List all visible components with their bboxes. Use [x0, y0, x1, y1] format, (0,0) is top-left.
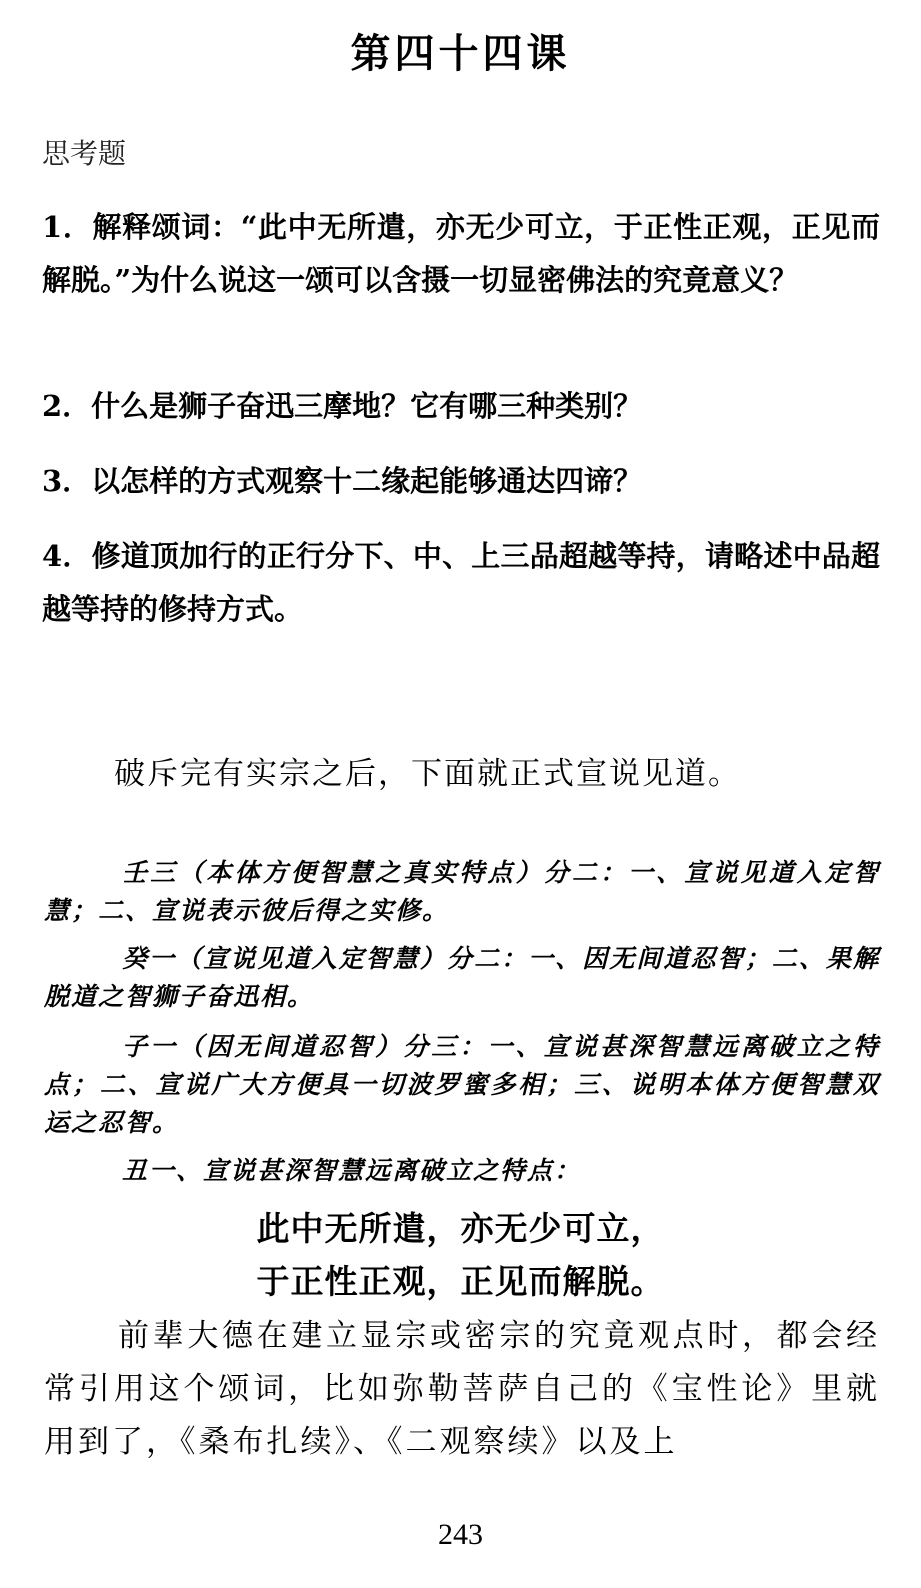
question-4: 4．修道顶加行的正行分下、中、上三品超越等持，请略述中品超越等持的修持方式。 [42, 539, 880, 626]
commentary-paragraph: 前辈大德在建立显宗或密宗的究竟观点时，都会经常引用这个颂词，比如弥勒菩萨自己的《宝性论》里就用到了，《桑布扎续》、《二观察续》以及上 [44, 1318, 880, 1460]
lesson-title: 第四十四课 [350, 30, 571, 77]
intro-paragraph: 破斥完有实宗之后，下面就正式宣说见道。 [114, 756, 741, 792]
question-2: 2．什么是狮子奋迅三摩地？它有哪三种类别？ [42, 389, 643, 423]
verse-line-2: 于正性正观，正见而解脱。 [256, 1262, 665, 1301]
outline-heading-zi1: 子一（因无间道忍智）分三：一、宣说甚深智慧远离破立之特点；二、宣说广大方便具一切波罗蜜多相；三、说明本体方便智慧双运之忍智。 [44, 1032, 880, 1137]
verse-line-1: 此中无所遣，亦无少可立， [256, 1209, 665, 1248]
question-3: 3．以怎样的方式观察十二缘起能够通达四谛？ [42, 464, 643, 498]
question-1: 1．解释颂词：“此中无所遣，亦无少可立，于正性正观，正见而解脱。”为什么说这一颂可以含摄一切显密佛法的究竟意义？ [42, 210, 880, 297]
outline-heading-chou1: 丑一、宣说甚深智慧远离破立之特点： [122, 1156, 582, 1185]
outline-heading-gui1: 癸一（宣说见道入定智慧）分二：一、因无间道忍智；二、果解脱道之智狮子奋迅相。 [44, 944, 880, 1011]
outline-heading-ren3: 壬三（本体方便智慧之真实特点）分二：一、宣说见道入定智慧；二、宣说表示彼后得之实修。 [44, 858, 880, 925]
questions-heading: 思考题 [42, 137, 127, 170]
page-number: 243 [438, 1518, 483, 1551]
